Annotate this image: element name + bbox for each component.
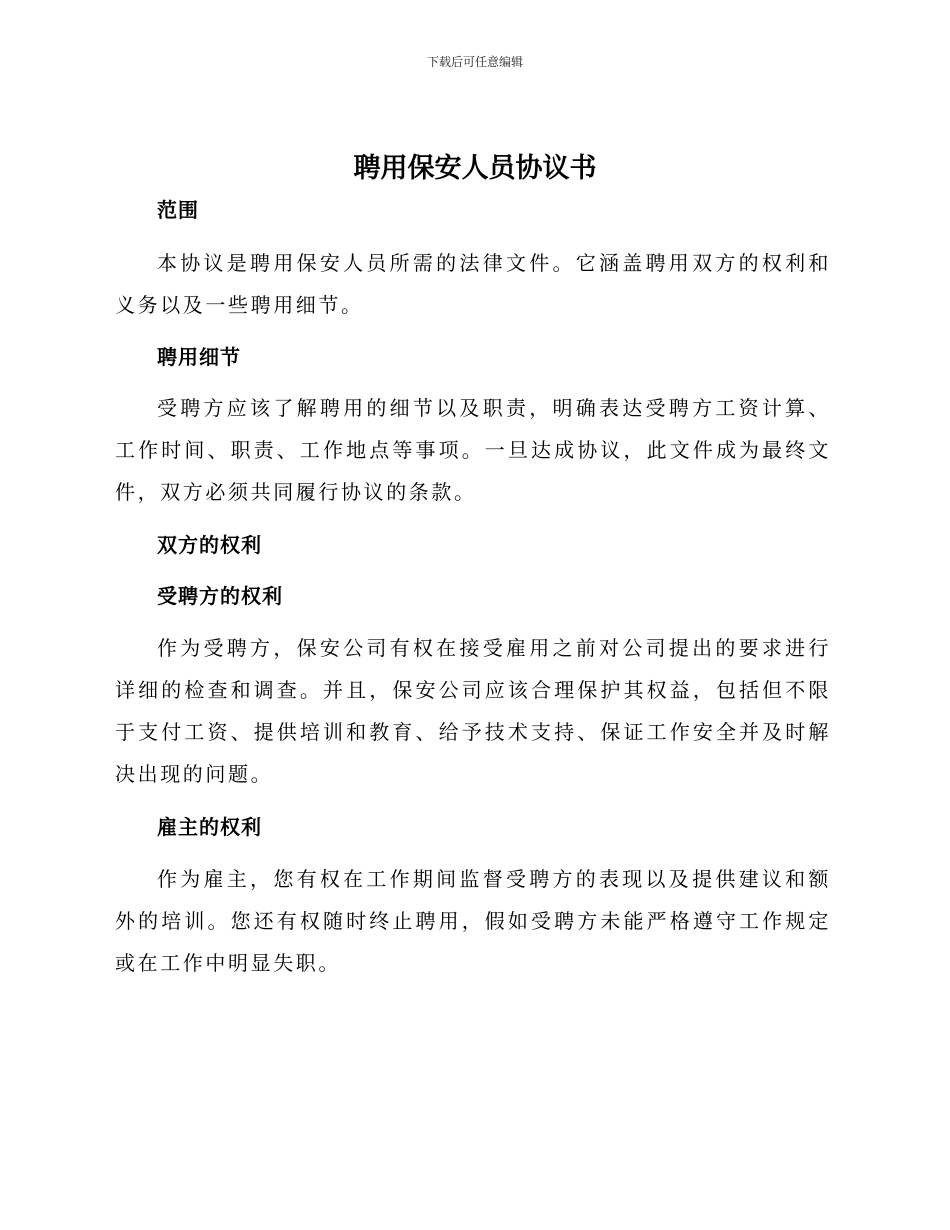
paragraph-employment-details: 受聘方应该了解聘用的细节以及职责，明确表达受聘方工资计算、工作时间、职责、工作地点等事项。一旦达成协议，此文件成为最终文件，双方必须共同履行协议的条款。 (115, 396, 831, 504)
section-heading-employer-rights: 雇主的权利 (157, 815, 262, 839)
header-note: 下载后可任意编辑 (426, 55, 523, 69)
paragraph-employer-rights: 作为雇主，您有权在工作期间监督受聘方的表现以及提供建议和额外的培训。您还有权随时终止聘用，假如受聘方未能严格遵守工作规定或在工作中明显失职。 (115, 867, 831, 975)
paragraph-employee-rights: 作为受聘方，保安公司有权在接受雇用之前对公司提出的要求进行详细的检查和调查。并且，保安公司应该合理保护其权益，包括但不限于支付工资、提供培训和教育、给予技术支持、保证工作安全并及时解决出现的问题。 (115, 636, 831, 786)
section-heading-employee-rights: 受聘方的权利 (157, 584, 283, 608)
section-heading-employment-details: 聘用细节 (157, 345, 241, 369)
section-heading-rights-of-both-parties: 双方的权利 (157, 533, 262, 557)
section-heading-scope: 范围 (157, 198, 199, 222)
document-title: 聘用保安人员协议书 (353, 153, 597, 184)
paragraph-scope: 本协议是聘用保安人员所需的法律文件。它涵盖聘用双方的权利和义务以及一些聘用细节。 (115, 251, 831, 317)
